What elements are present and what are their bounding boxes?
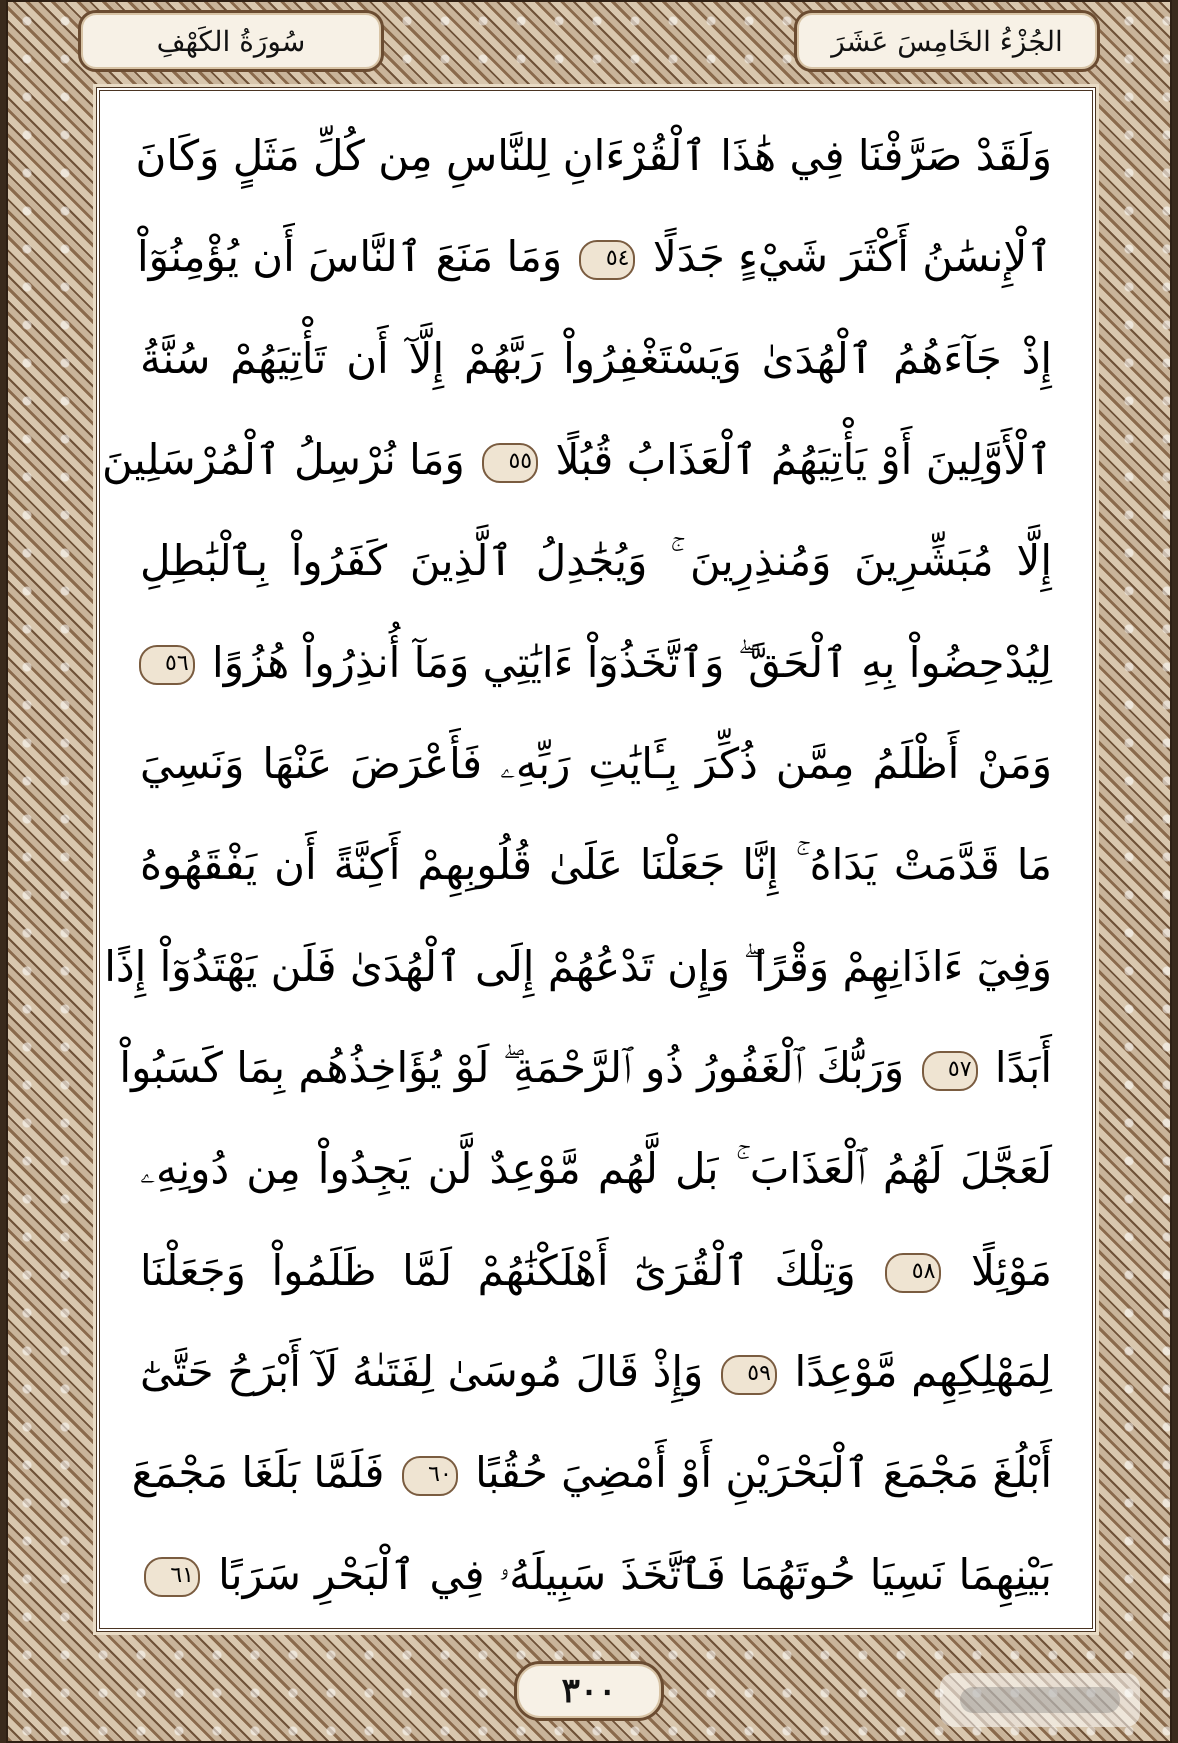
line-text: وَمَا نُرْسِلُ ٱلْمُرْسَلِينَ: [101, 435, 465, 485]
verse-line: [140, 518, 1052, 604]
ayah-number-marker: ٥٨: [885, 1253, 941, 1293]
page-number: ٣٠٠: [514, 1661, 664, 1721]
ornamental-frame: [6, 0, 1172, 1743]
line-text: ٱلْإِنسَٰنُ أَكْثَرَ شَيْءٍ جَدَلًا: [652, 232, 1052, 282]
text-panel: [96, 87, 1096, 1632]
ayah-number-marker: ٥٧: [922, 1051, 978, 1091]
line-text: إِذْ جَآءَهُمُ ٱلْهُدَىٰ وَيَسْتَغْفِرُواْ رَبَّهُمْ إِلَّآ أَن تَأْتِيَهُمْ سُنَّةُ: [140, 333, 1052, 383]
surah-name: سُورَةُ الكَهْفِ: [78, 10, 384, 72]
verse-line: [140, 1228, 1052, 1314]
line-text: وَإِذْ قَالَ مُوسَىٰ لِفَتَىٰهُ لَآ أَبْرَحُ حَتَّىٰٓ: [140, 1347, 704, 1397]
verse-line: [140, 1532, 1052, 1618]
watermark-shape: [960, 1687, 1120, 1713]
line-text: لَعَجَّلَ لَهُمُ ٱلْعَذَابَ ۚ بَل لَّهُم مَّوْعِدٌ لَّن يَجِدُواْ مِن دُونِهِۦ: [140, 1144, 1052, 1194]
ayah-number-marker: ٥٤: [579, 240, 635, 280]
verse-line: [140, 822, 1052, 908]
verse-line: [101, 417, 1052, 503]
watermark-logo: [940, 1673, 1140, 1727]
line-text: وَرَبُّكَ ٱلْغَفُورُ ذُو ٱلرَّحْمَةِ ۖ لَوْ يُؤَاخِذُهُم بِمَا كَسَبُواْ: [119, 1043, 905, 1093]
verse-line: [140, 620, 1052, 706]
line-text: لِمَهْلِكِهِم مَّوْعِدًا: [794, 1347, 1052, 1397]
line-text: مَوْئِلًا: [971, 1245, 1052, 1295]
line-text: ٱلْأَوَّلِينَ أَوْ يَأْتِيَهُمُ ٱلْعَذَابُ قُبُلًا: [555, 435, 1052, 485]
verse-line: [140, 721, 1052, 807]
verse-line: [140, 316, 1052, 402]
line-text: أَبَدًا: [994, 1043, 1052, 1093]
verse-line: [104, 924, 1052, 1010]
line-text: مَا قَدَّمَتْ يَدَاهُ ۚ إِنَّا جَعَلْنَا عَلَىٰ قُلُوبِهِمْ أَكِنَّةً أَن يَفْقَهُوهُ: [140, 840, 1052, 890]
line-text: بَيْنِهِمَا نَسِيَا حُوتَهُمَا فَٱتَّخَذَ سَبِيلَهُۥ فِي ٱلْبَحْرِ سَرَبًا: [218, 1549, 1052, 1599]
ayah-number-marker: ٦١: [144, 1557, 200, 1597]
line-text: أَبْلُغَ مَجْمَعَ ٱلْبَحْرَيْنِ أَوْ أَمْضِيَ حُقُبًا: [475, 1448, 1052, 1498]
ayah-number-marker: ٥٩: [721, 1355, 777, 1395]
line-text: وَفِيٓ ءَاذَانِهِمْ وَقْرًا ۖ وَإِن تَدْعُهُمْ إِلَى ٱلْهُدَىٰ فَلَن يَهْتَدُوٓاْ إِذًا: [104, 941, 1052, 991]
line-text: فَلَمَّا بَلَغَا مَجْمَعَ: [131, 1448, 385, 1498]
verse-line: [119, 1025, 1052, 1111]
line-text: وَمَا مَنَعَ ٱلنَّاسَ أَن يُؤْمِنُوٓاْ: [137, 232, 563, 282]
verse-line: [131, 1430, 1052, 1516]
line-text: لِيُدْحِضُواْ بِهِ ٱلْحَقَّ ۖ وَٱتَّخَذُوٓاْ ءَايَٰتِي وَمَآ أُنذِرُواْ هُزُوًا: [212, 637, 1052, 687]
verse-line: [140, 1329, 1052, 1415]
verse-line: [135, 113, 1052, 199]
ayah-number-marker: ٥٦: [139, 645, 195, 685]
line-text: وَلَقَدْ صَرَّفْنَا فِي هَٰذَا ٱلْقُرْءَانِ لِلنَّاسِ مِن كُلِّ مَثَلٍ وَكَانَ: [135, 131, 1052, 180]
juz-label: الجُزْءُ الخَامِسَ عَشَرَ: [794, 10, 1100, 72]
line-text: وَمَنْ أَظْلَمُ مِمَّن ذُكِّرَ بِـَٔايَٰتِ رَبِّهِۦ فَأَعْرَضَ عَنْهَا وَنَسِيَ: [140, 739, 1052, 789]
line-text: وَتِلْكَ ٱلْقُرَىٰٓ أَهْلَكْنَٰهُمْ لَمَّا ظَلَمُواْ وَجَعَلْنَا: [140, 1245, 856, 1295]
verse-line: [137, 214, 1052, 300]
verses-block: [101, 113, 1052, 1618]
ayah-number-marker: ٦٠: [402, 1456, 458, 1496]
verse-line: [140, 1126, 1052, 1212]
line-text: إِلَّا مُبَشِّرِينَ وَمُنذِرِينَ ۚ وَيُجَٰدِلُ ٱلَّذِينَ كَفَرُواْ بِٱلْبَٰطِلِ: [140, 536, 1052, 586]
ayah-number-marker: ٥٥: [482, 443, 538, 483]
